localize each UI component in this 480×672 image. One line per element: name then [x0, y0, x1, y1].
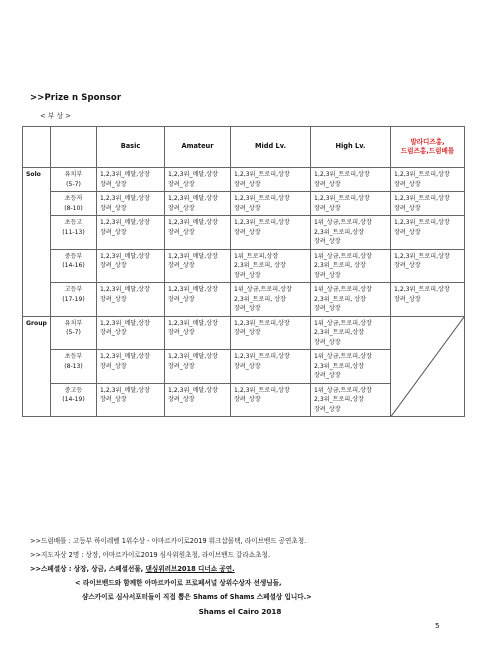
age-division-line: (8-10) — [64, 204, 83, 212]
header-row — [23, 127, 465, 168]
prize-line: 1위_상금,트로피,상장 — [314, 386, 372, 394]
prize-cell — [391, 216, 465, 250]
age-division-line: 초등저 — [64, 195, 83, 202]
prize-cell — [391, 249, 465, 283]
prize-line: 1,2,3위_트로피,상장 — [394, 171, 450, 178]
prize-line: 1,2,3위_메달,상장 — [100, 319, 150, 327]
prize-line: 장려_상장 — [100, 362, 127, 370]
prize-line: 장려_상장 — [168, 329, 195, 336]
prize-cell — [311, 249, 391, 283]
prize-cell — [97, 316, 165, 350]
prize-line: 1,2,3위_트로피,상장 — [394, 195, 450, 202]
age-division-line: (11-13) — [62, 228, 85, 236]
age-division — [51, 168, 97, 192]
table-row — [23, 249, 465, 283]
table-row — [23, 316, 465, 350]
prize-line: 1,2,3위_트로피,상장 — [314, 171, 370, 178]
age-division — [51, 383, 97, 417]
not-applicable-cell — [391, 316, 465, 417]
prize-line: 장려_상장 — [168, 262, 195, 269]
prize-line: 장려_상장 — [234, 271, 261, 279]
prize-line: 1위_상금,트로피,상장 — [314, 286, 372, 293]
age-division-line: 고등부 — [64, 286, 83, 293]
prize-cell — [165, 249, 231, 283]
prize-line: 1위_상금,트로피,상장 — [314, 219, 372, 226]
prize-line: 장려_상장 — [100, 329, 127, 336]
col-header-drum — [391, 127, 465, 168]
prize-line: 1,2,3위_메달,상장 — [100, 195, 150, 202]
age-division-line: 초등고 — [64, 219, 83, 226]
note-instructor-award: >>지도자상 2명 : 상장, 아마르카이로2019 심사위원초청, 라이브밴드 갈라쇼초청. — [30, 551, 270, 559]
prize-cell — [165, 192, 231, 216]
prize-line: 1,2,3위_메달,상장 — [100, 286, 150, 293]
prize-line: 장려_상장 — [100, 228, 127, 236]
prize-line: 장려_상장 — [314, 405, 341, 413]
prize-cell — [97, 168, 165, 192]
prize-cell — [165, 350, 231, 384]
prize-line: 1,2,3위_트로피,상장 — [394, 219, 450, 226]
prize-line: 장려_상장 — [234, 329, 261, 336]
age-division-line: 초등부 — [64, 353, 83, 360]
prize-cell — [165, 316, 231, 350]
prize-line: 장려_상장 — [314, 271, 341, 279]
prize-line: 2,3위_트로피, 상장 — [314, 262, 366, 269]
prize-line: 장려_상장 — [168, 362, 195, 370]
prize-line: 장려_상장 — [394, 204, 421, 212]
header-age — [51, 127, 97, 168]
prize-cell — [231, 350, 311, 384]
prize-line: 1,2,3위_메달,상장 — [168, 319, 218, 327]
prize-line: 장려_상장 — [234, 180, 261, 188]
age-division — [51, 249, 97, 283]
prize-line: 1,2,3위_메달,상장 — [100, 386, 150, 394]
prize-line: 장려_상장 — [234, 204, 261, 212]
prize-table — [22, 126, 465, 417]
prize-line: 1위_트로피,상장 — [234, 252, 279, 260]
prize-cell — [97, 249, 165, 283]
note-drum-battle: >>드럼배틀 : 고등부 하이레벨 1위수상 - 아마르카이로2019 워크샵몰택, 라이브밴드 공연초청. — [30, 537, 307, 545]
table-row — [23, 192, 465, 216]
prize-line: 1,2,3위_트로피,상장 — [234, 219, 290, 226]
prize-line: 장려_상장 — [394, 262, 421, 269]
note-special-award — [30, 562, 460, 576]
prize-line: 2,3위_트로피,상장 — [314, 362, 364, 370]
age-division — [51, 283, 97, 317]
prize-cell — [97, 216, 165, 250]
prize-line: 장려_상장 — [234, 305, 261, 312]
prize-line: 장려_상장 — [100, 180, 127, 188]
prize-line: 1,2,3위_메달,상장 — [168, 195, 218, 202]
age-division-line: (14-16) — [62, 262, 85, 269]
note-special-award-dinner: 댄싱위러브2018 디너쇼 공연. — [145, 565, 235, 573]
prize-line: 장려_상장 — [314, 372, 341, 379]
prize-line: 1,2,3위_트로피,상장 — [234, 386, 290, 394]
prize-line: 1,2,3위_메달,상장 — [168, 286, 218, 293]
age-division-line: (5-7) — [66, 180, 81, 188]
table-row — [23, 168, 465, 192]
age-division-line: 중고등 — [64, 386, 83, 394]
prize-line: 2,3위_트로피, 상장 — [234, 295, 286, 303]
age-division-line: (8-13) — [64, 362, 83, 370]
page-number: 5 — [435, 621, 440, 630]
prize-line: 장려_상장 — [168, 396, 195, 403]
diagonal-strike — [391, 317, 464, 417]
age-division-line: (17-19) — [62, 295, 85, 303]
prize-line: 장려_상장 — [394, 295, 421, 303]
prize-line: 2,3위_트로피,상장 — [314, 228, 364, 236]
prize-line: 1,2,3위_메달,상장 — [100, 252, 150, 260]
note-special-desc-2: 샴스카이로 심사서포터들이 직접 뽑은 Shams of Shams 스페셜상 입니다.> — [82, 593, 312, 601]
col-header-midd: Midd Lv. — [231, 127, 311, 168]
prize-line: 1,2,3위_메달,상장 — [168, 386, 218, 394]
prize-cell — [231, 216, 311, 250]
prize-line: 1위_상금,트로피,상장 — [314, 252, 372, 260]
prize-cell — [311, 316, 391, 350]
note-special-desc-1: < 라이브밴드와 함께한 아마르카이로 프로페셔널 상위수상자 선생님들, — [75, 579, 282, 587]
prize-line: 1,2,3위_트로피,상장 — [394, 286, 450, 293]
section-subheading: < 부 상 > — [40, 112, 72, 120]
prize-line: 장려_상장 — [314, 238, 341, 245]
prize-line: 장려_상장 — [168, 228, 195, 236]
prize-line: 1,2,3위_메달,상장 — [168, 219, 218, 226]
table-body — [23, 168, 465, 417]
prize-line: 장려_상장 — [234, 228, 261, 236]
prize-line: 장려_상장 — [100, 295, 127, 303]
prize-cell — [311, 383, 391, 417]
prize-line: 1,2,3위_트로피,상장 — [234, 319, 290, 327]
prize-line: 1위_상금,트로피,상장 — [234, 286, 292, 293]
prize-line: 1,2,3위_메달,상장 — [168, 353, 218, 360]
age-division-line: 유치부 — [64, 319, 83, 327]
prize-cell — [97, 350, 165, 384]
prize-line: 1,2,3위_트로피,상장 — [234, 195, 290, 202]
prize-line: 장려_상장 — [234, 396, 261, 403]
prize-cell — [231, 249, 311, 283]
prize-line: 2,3위_트로피,상장 — [314, 329, 364, 336]
prize-line: 장려_상장 — [394, 180, 421, 188]
prize-line: 1위_상금,트로피,상장 — [314, 319, 372, 327]
prize-cell — [97, 383, 165, 417]
table-row — [23, 216, 465, 250]
prize-line: 장려_상장 — [234, 362, 261, 370]
prize-line: 2,3위_트로피,상장 — [314, 396, 364, 403]
col-header-high: High Lv. — [311, 127, 391, 168]
prize-line: 1,2,3위_메달,상장 — [100, 219, 150, 226]
age-division — [51, 316, 97, 350]
prize-line: 1,2,3위_트로피,상장 — [314, 195, 370, 202]
prize-cell — [311, 283, 391, 317]
prize-line: 2,3위_트로피, 상장 — [234, 262, 286, 269]
prize-cell — [391, 168, 465, 192]
prize-cell — [231, 192, 311, 216]
age-division — [51, 350, 97, 384]
col-header-amateur: Amateur — [165, 127, 231, 168]
prize-line: 장려_상장 — [100, 396, 127, 403]
prize-line: 장려_상장 — [314, 180, 341, 188]
notes-block — [30, 534, 460, 604]
prize-line: 장려_상장 — [314, 338, 341, 346]
age-division-line: (5-7) — [66, 329, 81, 336]
prize-cell — [165, 216, 231, 250]
prize-cell — [165, 383, 231, 417]
age-division — [51, 216, 97, 250]
prize-cell — [311, 216, 391, 250]
prize-line: 1위_상금,트로피,상장 — [314, 353, 372, 360]
prize-line: 장려_상장 — [100, 204, 127, 212]
prize-line: 장려_상장 — [100, 262, 127, 269]
prize-line: 1,2,3위_메달,상장 — [168, 252, 218, 260]
prize-cell — [97, 192, 165, 216]
prize-cell — [165, 168, 231, 192]
prize-line: 장려_상장 — [394, 228, 421, 236]
note-special-award-prefix: >>스페셜상 : 상장, 상금, 스페셜선물, — [30, 565, 146, 573]
prize-cell — [231, 168, 311, 192]
age-division-line: 유치부 — [64, 171, 83, 178]
section-heading: >>Prize n Sponsor — [30, 93, 122, 103]
prize-line: 1,2,3위_트로피,상장 — [394, 252, 450, 260]
prize-line: 장려_상장 — [314, 204, 341, 212]
age-division — [51, 192, 97, 216]
prize-line: 1,2,3위_트로피,상장 — [234, 171, 290, 178]
prize-cell — [97, 283, 165, 317]
prize-cell — [231, 283, 311, 317]
group-label: Group — [23, 316, 51, 417]
prize-line: 장려_상장 — [314, 305, 341, 312]
prize-cell — [231, 383, 311, 417]
prize-line: 2,3위_트로피, 상장 — [314, 295, 366, 303]
prize-line: 장려_상장 — [168, 180, 195, 188]
prize-cell — [311, 192, 391, 216]
prize-line: 1,2,3위_메달,상장 — [100, 353, 150, 360]
prize-cell — [165, 283, 231, 317]
col-header-drum-line: 드럼즈홍,드럼배틀 — [400, 147, 455, 155]
prize-line: 장려_상장 — [168, 204, 195, 212]
col-header-basic: Basic — [97, 127, 165, 168]
prize-line: 장려_상장 — [168, 295, 195, 303]
age-division-line: (14-19) — [62, 396, 85, 403]
footer-title: Shams el Cairo 2018 — [198, 607, 282, 616]
prize-line: 1,2,3위_메달,상장 — [168, 171, 218, 178]
prize-cell — [231, 316, 311, 350]
table-row — [23, 283, 465, 317]
prize-cell — [391, 283, 465, 317]
prize-cell — [311, 350, 391, 384]
prize-line: 1,2,3위_트로피,상장 — [234, 353, 290, 360]
prize-cell — [311, 168, 391, 192]
group-label: Solo — [23, 168, 51, 317]
header-corner — [23, 127, 51, 168]
col-header-drum-line: 발라디즈홍, — [410, 137, 445, 146]
age-division-line: 중등부 — [64, 252, 83, 260]
prize-line: 1,2,3위_메달,상장 — [100, 171, 150, 178]
prize-cell — [391, 192, 465, 216]
